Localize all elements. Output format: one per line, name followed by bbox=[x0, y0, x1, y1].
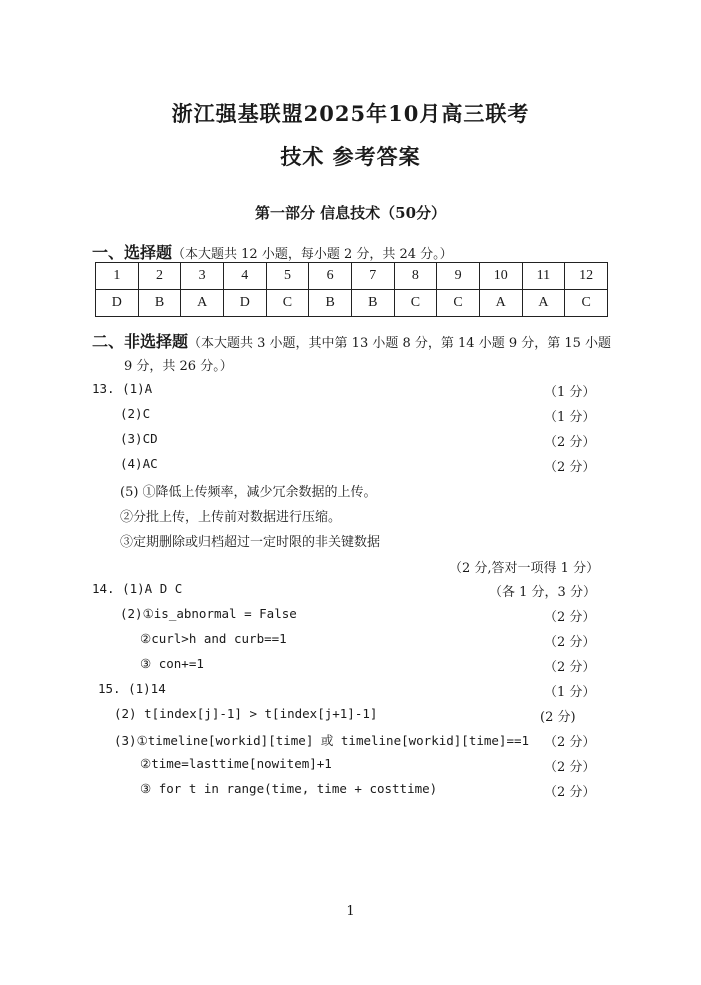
q14-item-1: 14. (1)A D C bbox=[92, 581, 183, 596]
q13-item-5-score: （2 分,答对一项得 1 分） bbox=[449, 561, 600, 576]
answer-cell: B bbox=[309, 290, 352, 317]
q13-item-1-score: （1 分） bbox=[544, 385, 596, 400]
answer-cell: C bbox=[266, 290, 309, 317]
answer-cell: C bbox=[565, 290, 608, 317]
q15-item-3-score: （2 分） bbox=[544, 735, 596, 750]
answer-cell: A bbox=[181, 290, 224, 317]
q14-item-1-score: （各 1 分，3 分） bbox=[489, 585, 596, 600]
question-number-cell: 2 bbox=[138, 263, 181, 290]
question-number-cell: 12 bbox=[565, 263, 608, 290]
page-number: 1 bbox=[346, 904, 355, 919]
mc-heading-label: 一、选择题 bbox=[92, 243, 173, 262]
q13-item-3: (3)CD bbox=[120, 431, 158, 446]
answer-cell: A bbox=[522, 290, 565, 317]
q14-item-3-score: （2 分） bbox=[544, 635, 596, 650]
question-number-cell: 1 bbox=[96, 263, 139, 290]
answer-table bbox=[95, 262, 608, 317]
q15-item-3: (3)①timeline[workid][time] 或 timeline[workid][time]==1 bbox=[114, 733, 530, 748]
q13-item-5-b: ②分批上传，上传前对数据进行压缩。 bbox=[120, 510, 342, 525]
q13-item-4: (4)AC bbox=[120, 456, 158, 471]
q14-item-2: (2)①is_abnormal = False bbox=[120, 606, 297, 621]
question-number-cell: 9 bbox=[437, 263, 480, 290]
q13-item-4-score: （2 分） bbox=[544, 460, 596, 475]
mc-section-heading bbox=[92, 240, 453, 263]
document-title: 浙江强基联盟2025年10月高三联考 bbox=[171, 101, 530, 126]
q15-item-1-score: （1 分） bbox=[544, 685, 596, 700]
question-number-cell: 4 bbox=[223, 263, 266, 290]
document-subtitle: 技术 参考答案 bbox=[280, 144, 421, 169]
question-number-cell: 7 bbox=[351, 263, 394, 290]
question-number-cell: 3 bbox=[181, 263, 224, 290]
q15-item-2-score: (2 分) bbox=[540, 710, 576, 725]
nonmc-heading-label: 二、非选择题 bbox=[92, 332, 189, 351]
q13-item-5-c: ③定期删除或归档超过一定时限的非关键数据 bbox=[120, 535, 381, 550]
q13-item-5: (5) ①降低上传频率，减少冗余数据的上传。 bbox=[120, 485, 377, 500]
q13-item-3-score: （2 分） bbox=[544, 435, 596, 450]
q13-item-2: (2)C bbox=[120, 406, 151, 421]
q13-item-2-score: （1 分） bbox=[544, 410, 596, 425]
q14-item-4: ③ con+=1 bbox=[140, 656, 204, 671]
answer-cell: D bbox=[96, 290, 139, 317]
answer-cell: C bbox=[437, 290, 480, 317]
q15-item-4: ②time=lasttime[nowitem]+1 bbox=[140, 756, 332, 771]
q15-item-4-score: （2 分） bbox=[544, 760, 596, 775]
question-number-cell: 11 bbox=[522, 263, 565, 290]
answer-cell: A bbox=[479, 290, 522, 317]
q14-item-3: ②curl>h and curb==1 bbox=[140, 631, 287, 646]
answer-cell: B bbox=[351, 290, 394, 317]
mc-heading-note: （本大题共 12 小题，每小题 2 分，共 24 分。） bbox=[172, 247, 453, 262]
q15-item-5: ③ for t in range(time, time + costtime) bbox=[140, 781, 438, 796]
answer-table-number-row bbox=[96, 263, 608, 290]
question-number-cell: 5 bbox=[266, 263, 309, 290]
nonmc-heading-note-cont: 9 分，共 26 分。） bbox=[124, 359, 233, 374]
q15-item-1: 15. (1)14 bbox=[98, 681, 166, 696]
part-one-heading: 第一部分 信息技术（50分） bbox=[254, 204, 447, 222]
answer-table-answer-row bbox=[96, 290, 608, 317]
q15-item-5-score: （2 分） bbox=[544, 785, 596, 800]
answer-cell: C bbox=[394, 290, 437, 317]
question-number-cell: 6 bbox=[309, 263, 352, 290]
question-number-cell: 10 bbox=[479, 263, 522, 290]
q14-item-4-score: （2 分） bbox=[544, 660, 596, 675]
question-number-cell: 8 bbox=[394, 263, 437, 290]
q14-item-2-score: （2 分） bbox=[544, 610, 596, 625]
q15-item-2: (2) t[index[j]-1] > t[index[j+1]-1] bbox=[114, 706, 378, 721]
answer-cell: D bbox=[223, 290, 266, 317]
q13-item-1: 13. (1)A bbox=[92, 381, 153, 396]
nonmc-section-heading bbox=[92, 329, 611, 352]
nonmc-heading-note: （本大题共 3 小题，其中第 13 小题 8 分，第 14 小题 9 分，第 15 小题 bbox=[188, 336, 612, 351]
answer-cell: B bbox=[138, 290, 181, 317]
